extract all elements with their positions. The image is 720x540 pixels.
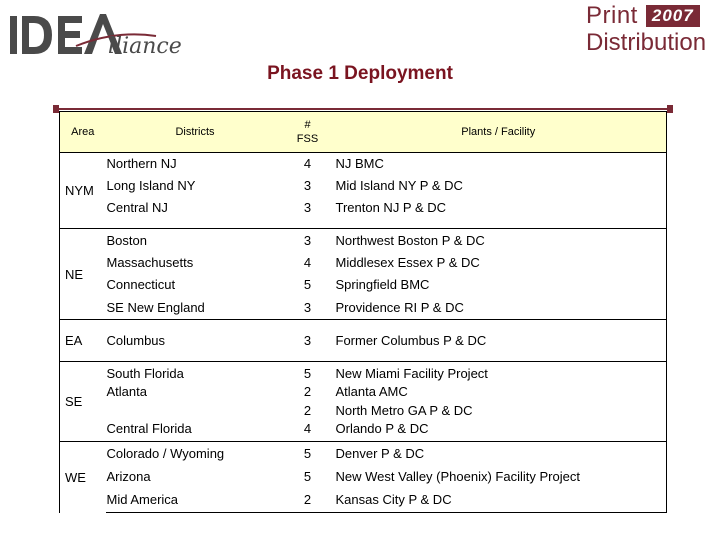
table-row	[60, 175, 667, 196]
logo-distribution-text: Distribution	[586, 29, 707, 56]
page-title: Phase 1 Deployment	[267, 63, 453, 84]
plant-cell: Mid Island NY P & DC	[331, 175, 667, 196]
col-header-districts: Districts	[106, 112, 285, 153]
fss-cell: 2	[285, 488, 331, 513]
district-line: Central Florida	[106, 421, 192, 436]
district-line	[107, 402, 285, 421]
plant-line: Orlando P & DC	[335, 421, 429, 436]
fss-cell: 3	[285, 229, 331, 252]
district-cell: Arizona	[106, 469, 151, 484]
fss-cell: 4	[285, 153, 331, 175]
fss-line: 4	[303, 421, 312, 436]
col-header-plants: Plants / Facility	[331, 112, 667, 153]
fss-cell	[285, 362, 331, 442]
district-cell: Central NJ	[106, 199, 168, 215]
fss-line: 2	[303, 402, 312, 418]
table-row	[60, 296, 667, 320]
district-line: South Florida	[106, 365, 184, 381]
fss-cell: 4	[303, 255, 312, 270]
table-row	[60, 274, 667, 296]
fss-line: 5	[303, 365, 312, 381]
fss-cell: 3	[303, 177, 312, 193]
col-header-area: Area	[60, 112, 106, 153]
print-distribution-logo	[582, 2, 716, 58]
col-header-fss: # FSS	[285, 112, 331, 153]
plant-cell: NJ BMC	[331, 153, 667, 175]
area-cell: NE	[60, 229, 106, 320]
table-header-row	[60, 112, 667, 153]
plant-cell: Kansas City P & DC	[331, 488, 667, 513]
district-cell	[106, 362, 285, 442]
logo-print-text: Print	[586, 2, 638, 29]
fss-line: 2	[303, 384, 312, 399]
district-cell: Mid America	[106, 488, 285, 513]
area-cell: SE	[60, 362, 106, 442]
area-cell: EA	[60, 320, 106, 362]
fss-cell: 3	[303, 199, 312, 215]
plant-cell: Springfield BMC	[331, 274, 667, 296]
district-cell: Columbus	[106, 320, 285, 362]
fss-cell: 3	[303, 299, 312, 315]
table-row	[60, 252, 667, 274]
logo-year-badge: 2007	[646, 5, 700, 27]
plant-line: New Miami Facility Project	[335, 365, 488, 381]
table-row	[60, 229, 667, 252]
plant-cell: Providence RI P & DC	[331, 296, 667, 320]
district-cell: Massachusetts	[106, 255, 194, 270]
district-cell: Colorado / Wyoming	[106, 442, 285, 466]
fss-cell: 5	[285, 442, 331, 466]
plant-cell: Northwest Boston P & DC	[331, 229, 667, 252]
plant-cell: Former Columbus P & DC	[331, 320, 667, 362]
deployment-table	[59, 111, 667, 513]
table-row	[60, 196, 667, 229]
table-row	[60, 466, 667, 488]
title-divider	[55, 108, 671, 110]
plant-line: Atlanta AMC	[335, 384, 408, 399]
fss-cell: 3	[285, 320, 331, 362]
district-cell: Boston	[106, 229, 285, 252]
table-row	[60, 442, 667, 466]
plant-cell: Middlesex Essex P & DC	[331, 252, 667, 274]
idealliance-logo	[6, 6, 206, 64]
table-row	[60, 320, 667, 362]
plant-cell: New West Valley (Phoenix) Facility Project	[331, 466, 667, 488]
district-cell: Northern NJ	[106, 153, 285, 175]
fss-cell: 5	[303, 469, 312, 484]
district-line: Atlanta	[106, 384, 147, 399]
area-cell: NYM	[60, 153, 106, 229]
district-cell: Long Island NY	[106, 177, 196, 193]
plant-cell	[331, 362, 667, 442]
table-row	[60, 488, 667, 513]
plant-cell: Trenton NJ P & DC	[331, 196, 667, 229]
district-cell: SE New England	[106, 299, 205, 315]
plant-line: North Metro GA P & DC	[335, 402, 473, 418]
table-row	[60, 362, 667, 442]
plant-cell: Denver P & DC	[331, 442, 667, 466]
fss-cell: 5	[303, 277, 312, 292]
divider-cap-right	[667, 105, 673, 113]
table-row	[60, 153, 667, 175]
svg-text:lliance: lliance	[108, 34, 182, 59]
area-cell: WE	[60, 442, 106, 513]
district-cell: Connecticut	[106, 277, 176, 292]
